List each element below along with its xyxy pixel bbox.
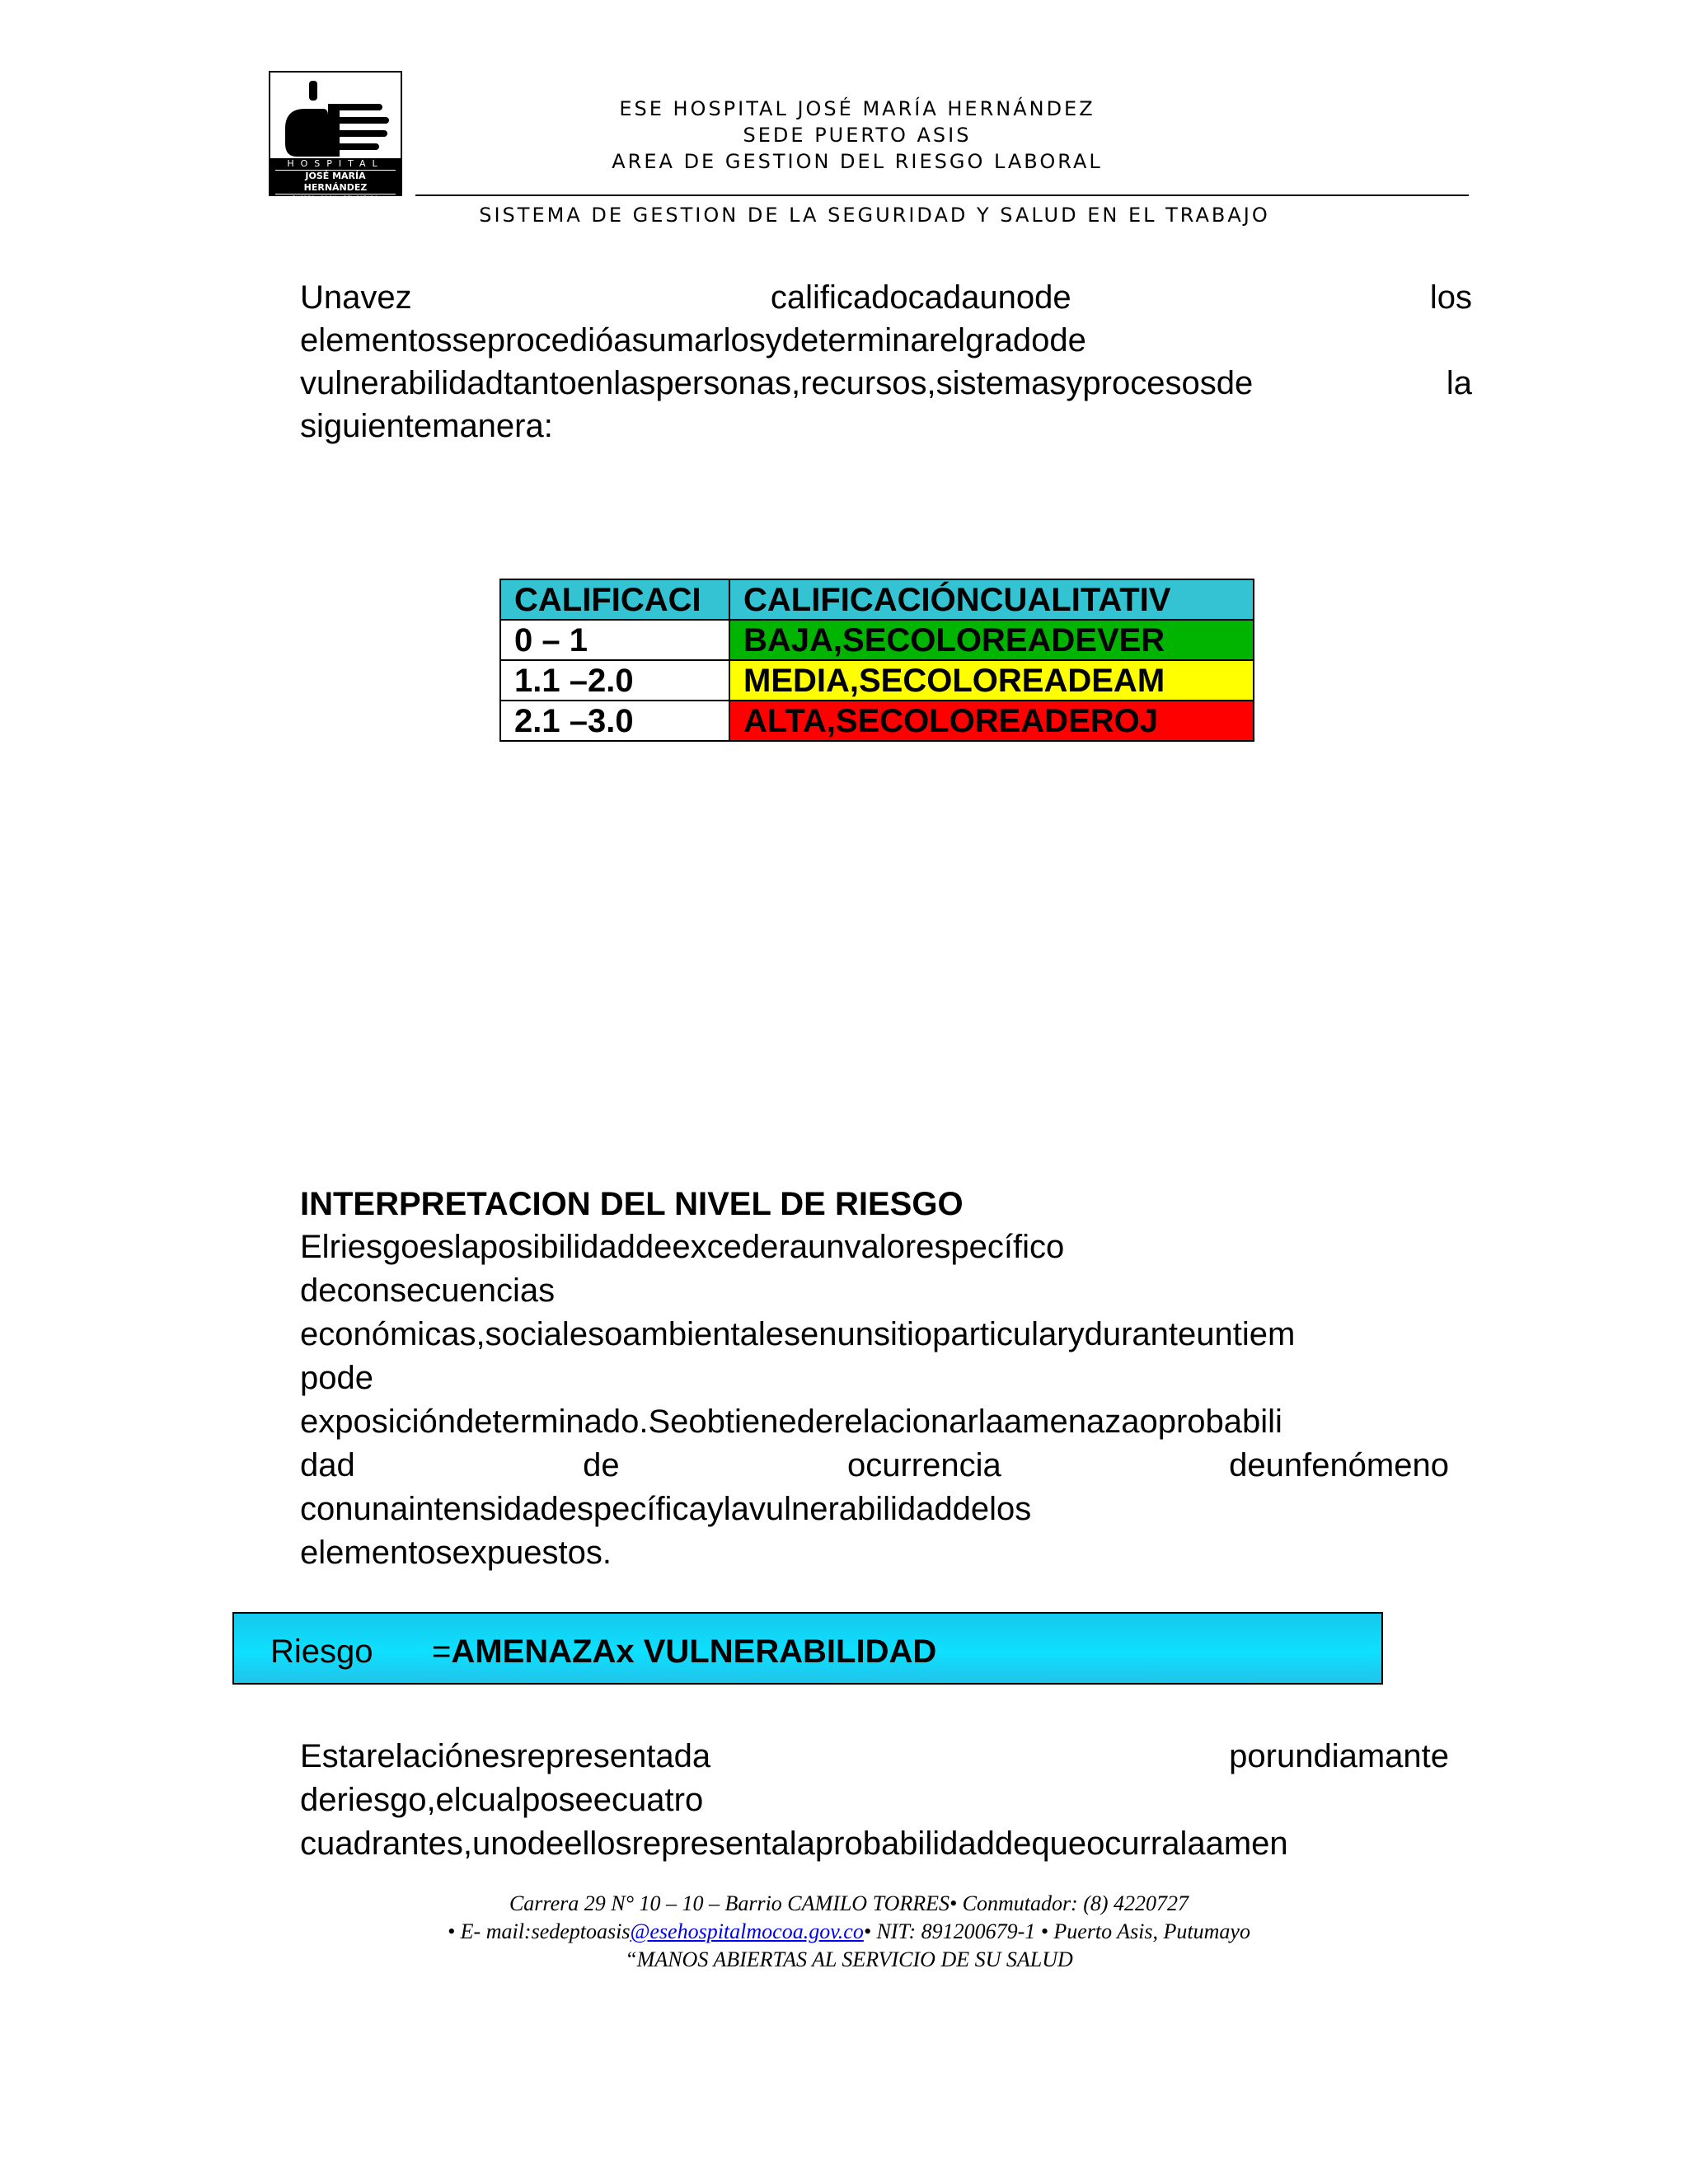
- hand-logo-icon: [275, 77, 396, 158]
- intro-word: vulnerabilidadtantoenlaspersonas,recursos,sistemasyprocesosde: [300, 365, 1254, 401]
- table-cell-range: 1.1 –2.0: [500, 660, 729, 701]
- intro-line-3: [300, 363, 1472, 404]
- table-cell-range: 2.1 –3.0: [500, 701, 729, 741]
- closing-line-2: deriesgo,elcualposeecuatro: [300, 1782, 704, 1818]
- interpretation-line-6: [300, 1445, 1449, 1486]
- intro-word: la: [1446, 365, 1472, 401]
- interpretation-heading: INTERPRETACION DEL NIVEL DE RIESGO: [300, 1186, 964, 1222]
- interpretation-line-3: económicas,socialesoambientalesenunsitioparticularyduranteuntiem: [300, 1316, 1296, 1352]
- intro-line-4: siguientemanera:: [300, 408, 553, 444]
- header-title-area: AREA DE GESTION DEL RIESGO LABORAL: [612, 150, 1103, 173]
- risk-formula-box: [232, 1612, 1383, 1685]
- closing-word: Estarelaciónesrepresentada: [300, 1738, 711, 1774]
- header-title-sede: SEDE PUERTO ASIS: [743, 124, 972, 147]
- table-row: [500, 620, 1254, 660]
- formula-expr: AMENAZAx VULNERABILIDAD: [451, 1633, 937, 1670]
- hospital-logo: [269, 71, 402, 201]
- footer-slogan: “MANOS ABIERTAS AL SERVICIO DE SU SALUD: [625, 1947, 1073, 1971]
- table-row: [500, 701, 1254, 741]
- interpretation-line-5: exposicióndeterminado.Seobtienederelacionarlaamenazaoprobabili: [300, 1404, 1282, 1440]
- footer-nit: • NIT: 891200679-1 • Puerto Asis, Putumayo: [863, 1919, 1250, 1943]
- footer-email-link[interactable]: @esehospitalmocoa.gov.co: [630, 1919, 864, 1943]
- intro-word: Unavez: [300, 279, 412, 316]
- table-cell-label: BAJA,SECOLOREADEVER: [729, 620, 1254, 660]
- interpretation-line-1: Elriesgoeslaposibilidaddeexcederaunvalorespecífico: [300, 1229, 1065, 1265]
- header-divider: [415, 194, 1469, 196]
- interpretation-line-8: elementosexpuestos.: [300, 1535, 612, 1571]
- interpretation-line-4: pode: [300, 1360, 373, 1396]
- intro-line-1: [300, 277, 1472, 318]
- header-system-title: SISTEMA DE GESTION DE LA SEGURIDAD Y SALUD EN EL TRABAJO: [479, 204, 1270, 227]
- table-header-cell: CALIFICACI: [500, 579, 729, 620]
- interpretation-line-2: deconsecuencias: [300, 1272, 556, 1309]
- interpretation-word: deunfenómeno: [1229, 1447, 1449, 1483]
- interpretation-word: de: [583, 1447, 620, 1483]
- logo-line-hospital: HOSPITAL: [287, 158, 384, 169]
- intro-word: calificadocadaunode: [770, 279, 1071, 316]
- footer-email-prefix: E- mail:sedeptoasis: [460, 1919, 631, 1943]
- table-cell-label: MEDIA,SECOLOREADEAM: [729, 660, 1254, 701]
- interpretation-word: dad: [300, 1447, 355, 1483]
- closing-line-1: [300, 1736, 1449, 1777]
- table-cell-label: ALTA,SECOLOREADEROJ: [729, 701, 1254, 741]
- table-header-row: [500, 579, 1254, 620]
- formula-label: Riesgo: [270, 1633, 373, 1670]
- header-title-hospital: ESE HOSPITAL JOSÉ MARÍA HERNÁNDEZ: [619, 97, 1095, 120]
- footer-bullet: •: [448, 1919, 456, 1943]
- formula-expression: [432, 1632, 936, 1671]
- logo-line-name: JOSÉ MARÍA HERNÁNDEZ: [275, 170, 396, 194]
- intro-line-2: elementosseprocedióasumarlosydeterminarelgradode: [300, 322, 1086, 359]
- qualification-table: [499, 579, 1254, 742]
- table-cell-range: 0 – 1: [500, 620, 729, 660]
- closing-line-3: cuadrantes,unodeellosrepresentalaprobabilidaddequeocurralaamen: [300, 1825, 1288, 1862]
- formula-equals: =: [432, 1633, 452, 1670]
- footer-contact: [231, 1919, 1467, 1945]
- logo-line-empresa: EMPRESA SOCIAL DEL ESTADO: [292, 195, 379, 201]
- table-row: [500, 660, 1254, 701]
- closing-word: porundiamante: [1229, 1738, 1449, 1774]
- intro-word: los: [1429, 279, 1472, 316]
- footer-address: Carrera 29 N° 10 – 10 – Barrio CAMILO TORRES• Conmutador: (8) 4220727: [509, 1891, 1189, 1915]
- interpretation-word: ocurrencia: [846, 1447, 1001, 1483]
- interpretation-line-7: conunaintensidadespecíficaylavulnerabilidaddelos: [300, 1491, 1032, 1527]
- logo-text-strip: [270, 158, 401, 201]
- table-header-cell: CALIFICACIÓNCUALITATIV: [729, 579, 1254, 620]
